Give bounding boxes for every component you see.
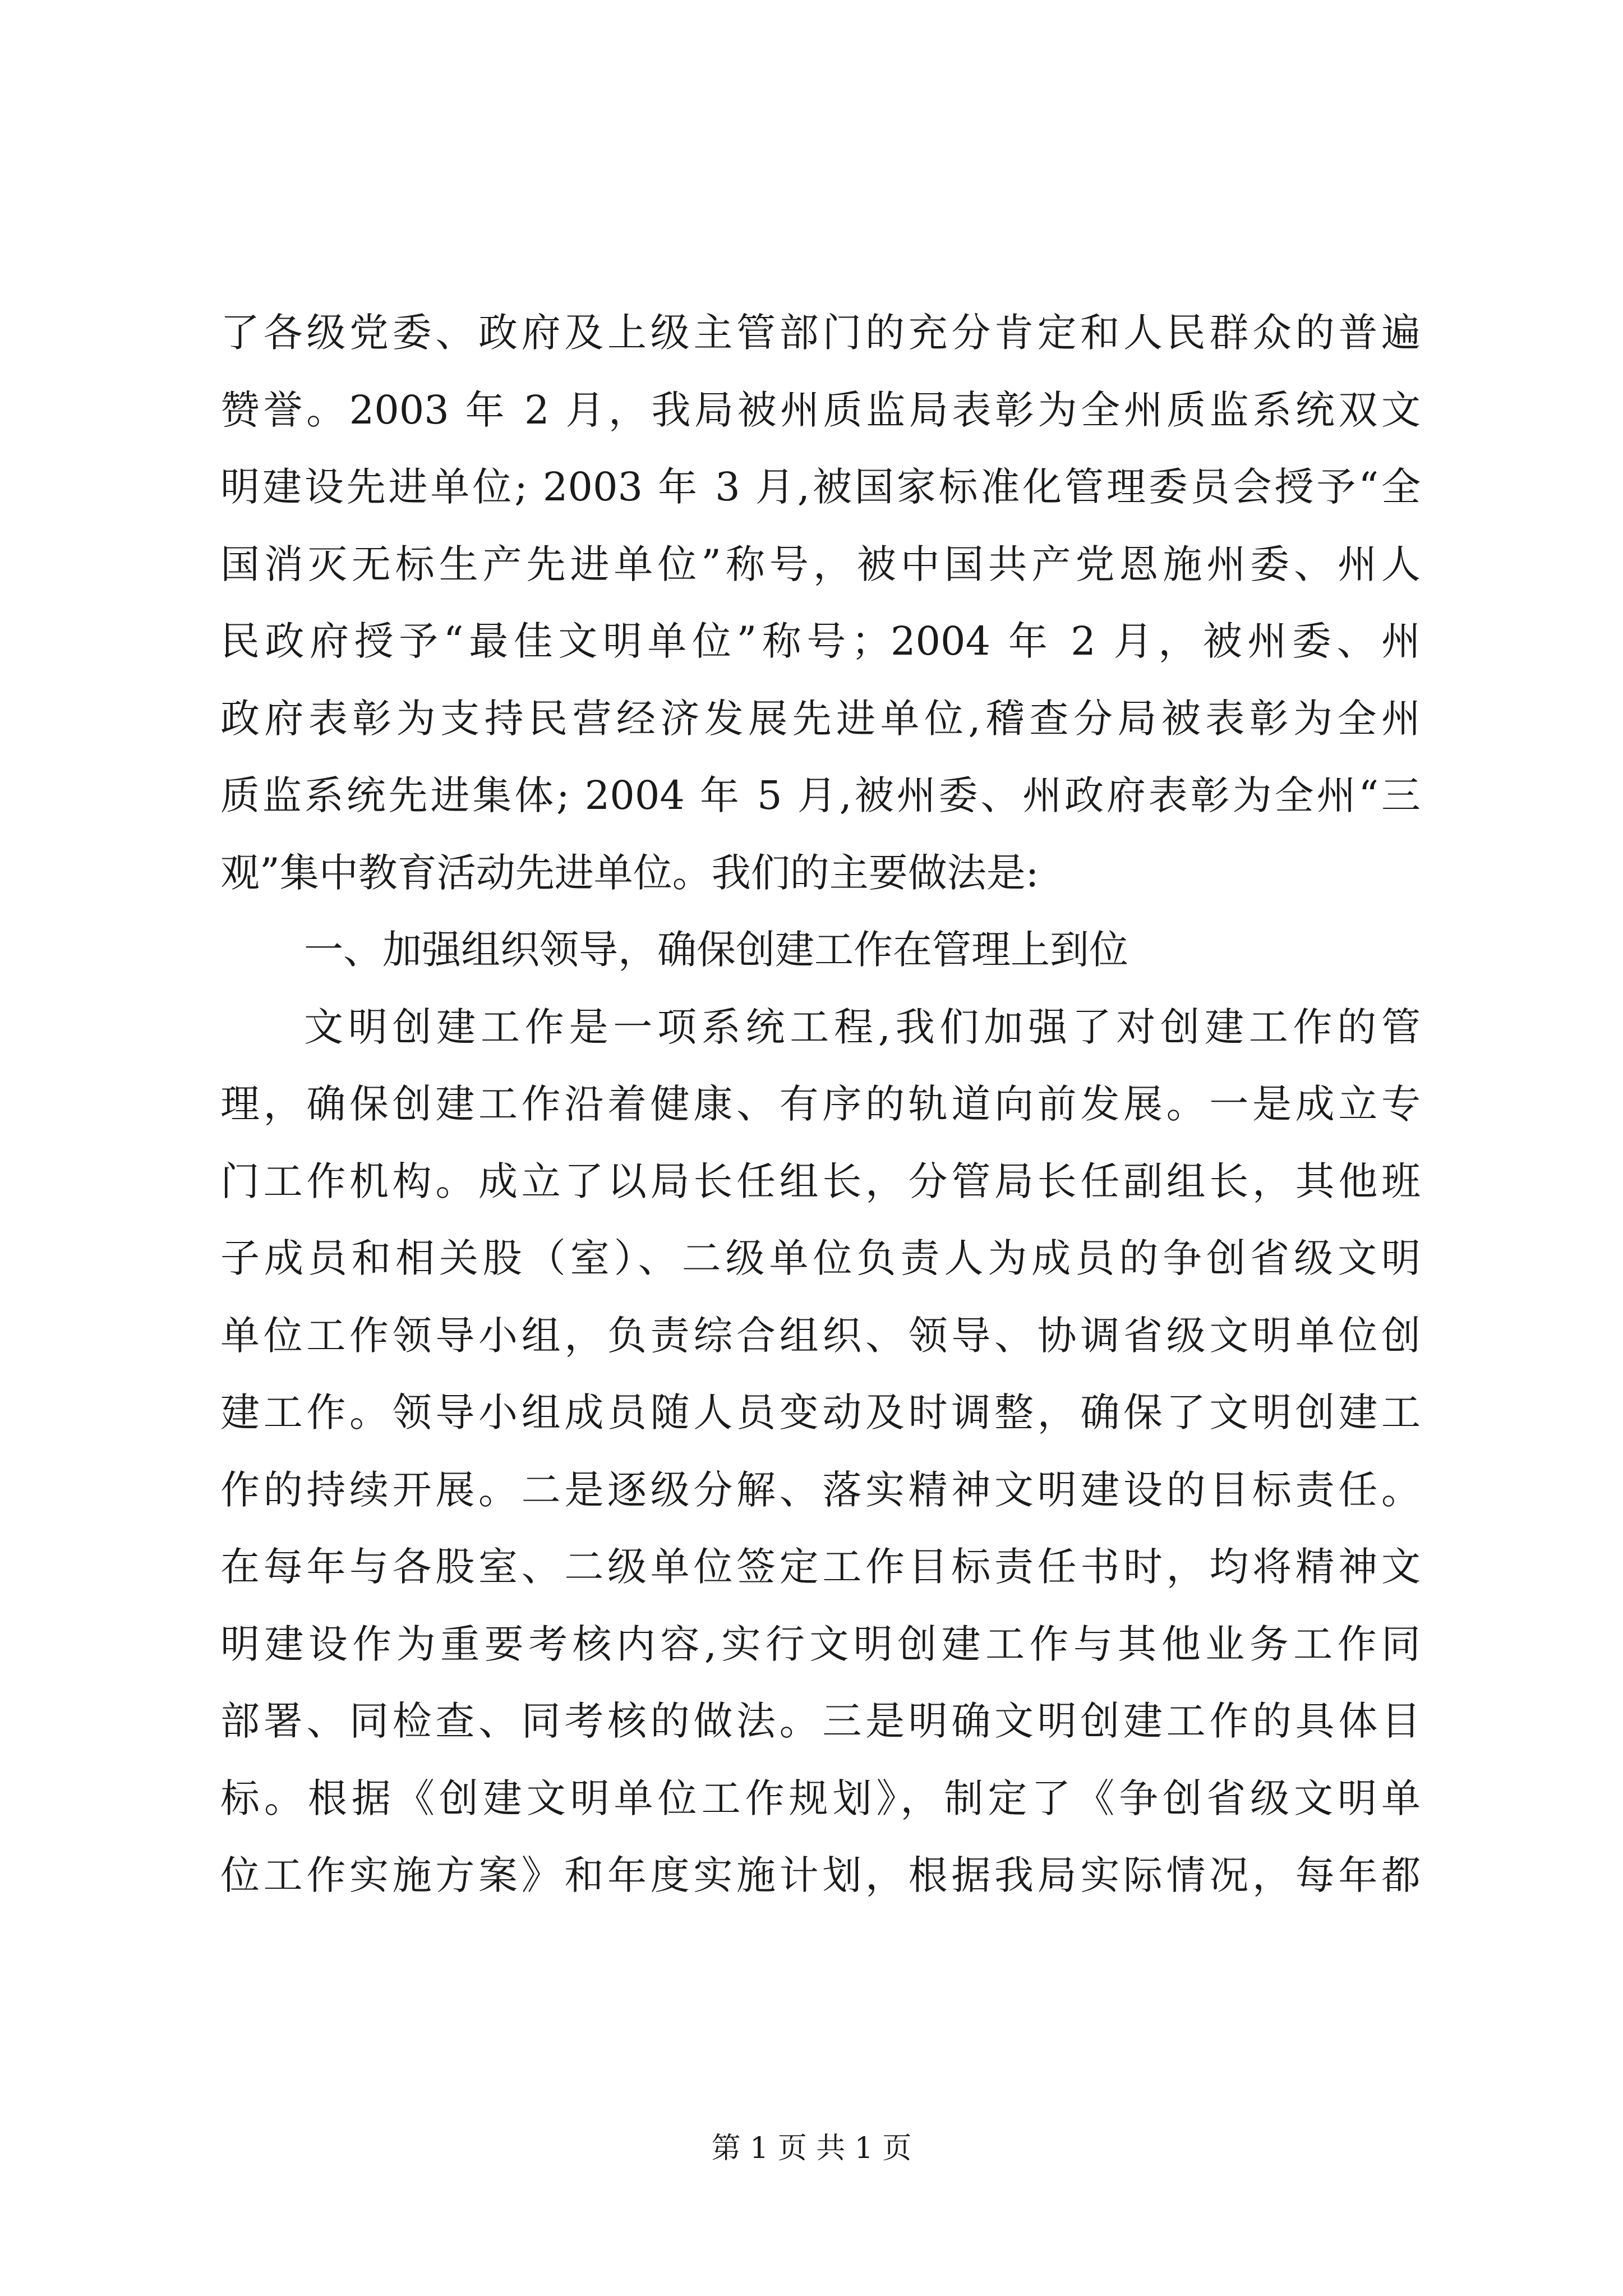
paragraph-line: 明建设作为重要考核内容,实行文明创建工作与其他业务工作同: [220, 1621, 1421, 1667]
paragraph-line: 赞誉。2003 年 2 月，我局被州质监局表彰为全州质监系统双文: [220, 386, 1421, 433]
paragraph-line: 理，确保创建工作沿着健康、有序的轨道向前发展。一是成立专: [220, 1081, 1421, 1127]
paragraph-line: 民政府授予“最佳文明单位”称号；2004 年 2 月，被州委、州: [220, 618, 1421, 664]
paragraph-line: 明建设先进单位; 2003 年 3 月,被国家标准化管理委员会授予“全: [220, 464, 1421, 510]
paragraph-line: 观”集中教育活动先进单位。我们的主要做法是:: [220, 849, 1039, 896]
paragraph-line: 质监系统先进集体; 2004 年 5 月,被州委、州政府表彰为全州“三: [220, 772, 1421, 818]
page-number: 第 1 页 共 1 页: [711, 2132, 912, 2165]
paragraph-line: 了各级党委、政府及上级主管部门的充分肯定和人民群众的普遍: [220, 310, 1421, 356]
page-footer: [0, 2129, 1623, 2168]
paragraph-line: 位工作实施方案》和年度实施计划，根据我局实际情况，每年都: [220, 1852, 1421, 1898]
paragraph-line: 文明创建工作是一项系统工程,我们加强了对创建工作的管: [304, 1004, 1421, 1050]
section-heading: 一、加强组织领导，确保创建工作在管理上到位: [304, 927, 1128, 973]
paragraph-line: 部署、同检查、同考核的做法。三是明确文明创建工作的具体目: [220, 1698, 1421, 1744]
paragraph-line: 标。根据《创建文明单位工作规划》，制定了《争创省级文明单: [220, 1775, 1421, 1821]
paragraph-line: 建工作。领导小组成员随人员变动及时调整，确保了文明创建工: [220, 1389, 1421, 1435]
paragraph-line: 子成员和相关股（室）、二级单位负责人为成员的争创省级文明: [220, 1235, 1421, 1281]
paragraph-line: 国消灭无标生产先进单位”称号，被中国共产党恩施州委、州人: [220, 541, 1421, 587]
paragraph-line: 单位工作领导小组，负责综合组织、领导、协调省级文明单位创: [220, 1312, 1421, 1359]
paragraph-line: 在每年与各股室、二级单位签定工作目标责任书时，均将精神文: [220, 1544, 1421, 1590]
paragraph-line: 政府表彰为支持民营经济发展先进单位,稽查分局被表彰为全州: [220, 695, 1421, 742]
paragraph-line: 作的持续开展。二是逐级分解、落实精神文明建设的目标责任。: [220, 1466, 1421, 1513]
paragraph-line: 门工作机构。成立了以局长任组长，分管局长任副组长，其他班: [220, 1158, 1421, 1204]
body-text: [220, 295, 1421, 1915]
